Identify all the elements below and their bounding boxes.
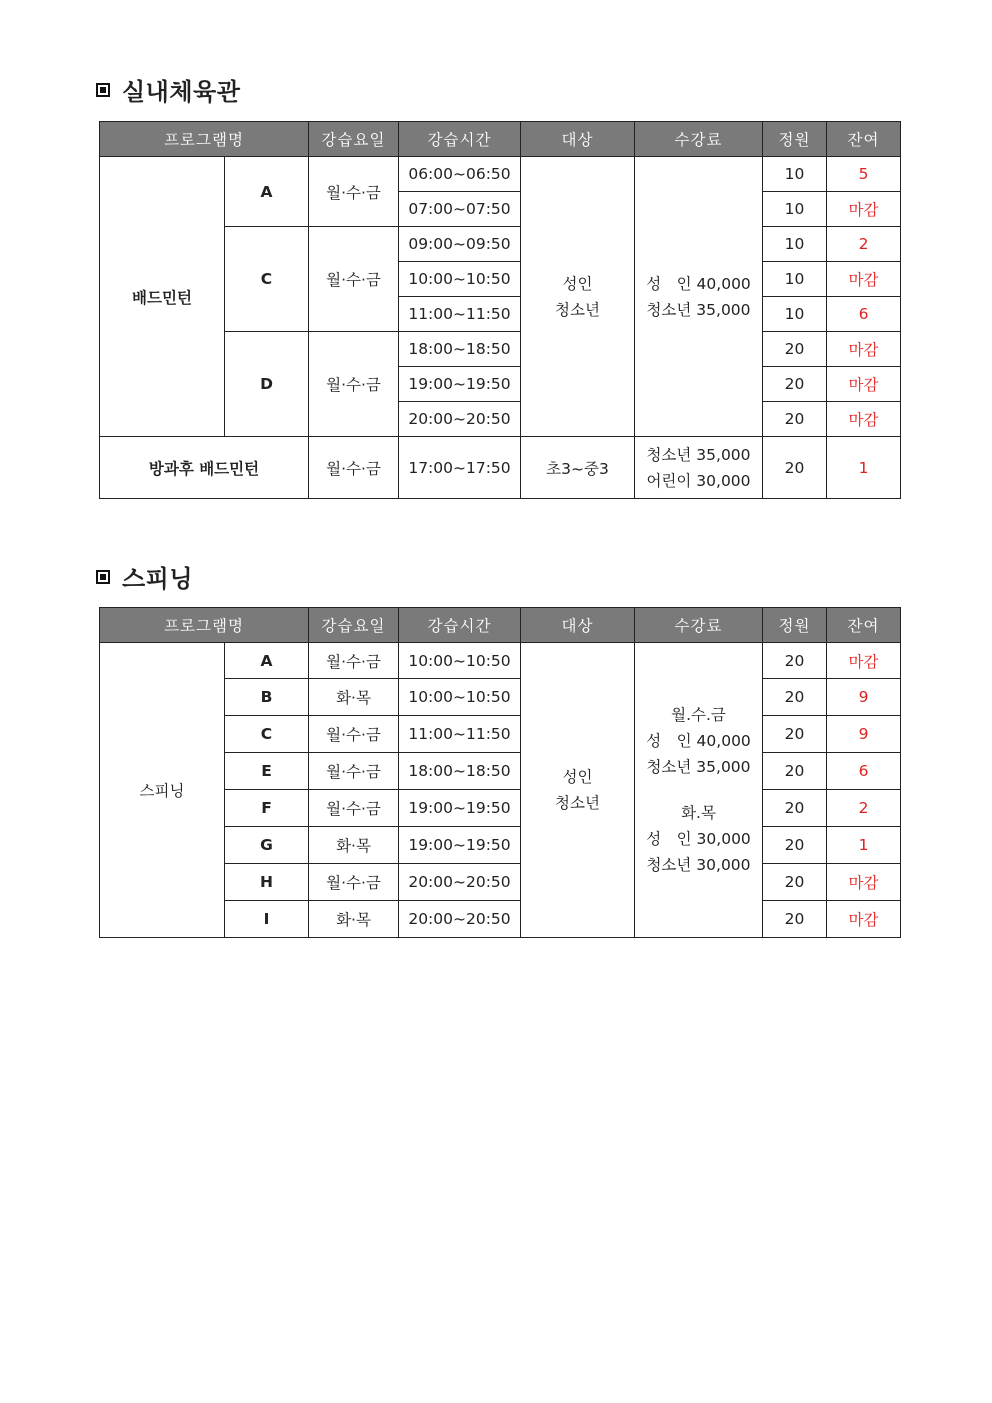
header-capacity: 정원: [763, 122, 827, 157]
section-title-text: 스피닝: [122, 565, 194, 593]
section-title-gym: [96, 72, 240, 107]
fee-line: 성 인 40,000: [646, 274, 751, 293]
program-name: 스피닝: [100, 643, 225, 938]
class-time: 09:00~09:50: [399, 227, 521, 262]
target-line: 성인: [562, 274, 593, 293]
capacity: 20: [763, 827, 827, 864]
fee-line: 화.목: [681, 804, 716, 822]
class-days: 월·수·금: [309, 790, 399, 827]
capacity: 10: [763, 227, 827, 262]
remaining: 2: [827, 227, 901, 262]
group-label: C: [225, 227, 309, 332]
spinning-schedule-table: [99, 607, 901, 938]
afterschool-time: 17:00~17:50: [399, 437, 521, 499]
remaining: 마감: [827, 332, 901, 367]
section-title-text: 실내체육관: [122, 78, 241, 106]
filled-square-icon: [96, 83, 110, 97]
capacity: 10: [763, 192, 827, 227]
capacity: 20: [763, 402, 827, 437]
class-days: 화·목: [309, 679, 399, 716]
fee-line: 월.수.금: [671, 706, 726, 724]
capacity: 20: [763, 367, 827, 402]
capacity: 20: [763, 864, 827, 901]
remaining: 6: [827, 753, 901, 790]
class-time: 19:00~19:50: [399, 790, 521, 827]
capacity: 20: [763, 679, 827, 716]
class-days: 화·목: [309, 901, 399, 938]
class-days: 월·수·금: [309, 716, 399, 753]
header-fee: 수강료: [635, 122, 763, 157]
class-time: 18:00~18:50: [399, 332, 521, 367]
capacity: 10: [763, 262, 827, 297]
class-time: 07:00~07:50: [399, 192, 521, 227]
capacity: 20: [763, 901, 827, 938]
target-cell: [521, 157, 635, 437]
header-capacity: 정원: [763, 608, 827, 643]
fee-cell: [635, 157, 763, 437]
header-target: 대상: [521, 122, 635, 157]
table-header-row: [100, 122, 901, 157]
group-label: D: [225, 332, 309, 437]
target-line: 청소년: [555, 794, 600, 812]
class-label: B: [225, 679, 309, 716]
afterschool-target: 초3~중3: [521, 437, 635, 499]
class-label: G: [225, 827, 309, 864]
remaining: 마감: [827, 402, 901, 437]
class-time: 11:00~11:50: [399, 716, 521, 753]
header-remaining: 잔여: [827, 122, 901, 157]
group-days: 월·수·금: [309, 332, 399, 437]
remaining: 마감: [827, 367, 901, 402]
fee-line: 성 인 40,000: [646, 732, 751, 750]
fee-spacer: [635, 780, 762, 800]
remaining: 9: [827, 716, 901, 753]
class-days: 화·목: [309, 827, 399, 864]
remaining: 6: [827, 297, 901, 332]
capacity: 20: [763, 753, 827, 790]
capacity: 20: [763, 790, 827, 827]
target-line: 청소년: [555, 300, 600, 319]
class-label: A: [225, 643, 309, 679]
afterschool-remaining: 1: [827, 437, 901, 499]
group-days: 월·수·금: [309, 227, 399, 332]
class-time: 20:00~20:50: [399, 402, 521, 437]
afterschool-days: 월·수·금: [309, 437, 399, 499]
remaining: 마감: [827, 643, 901, 679]
class-time: 18:00~18:50: [399, 753, 521, 790]
section-title-spinning: [96, 559, 193, 594]
afterschool-fee: [635, 437, 763, 499]
class-days: 월·수·금: [309, 864, 399, 901]
class-time: 06:00~06:50: [399, 157, 521, 192]
fee-line: 성 인 30,000: [646, 830, 751, 848]
remaining: 5: [827, 157, 901, 192]
table-row: [100, 157, 901, 192]
header-program: 프로그램명: [100, 122, 309, 157]
remaining: 마감: [827, 192, 901, 227]
fee-cell: [635, 643, 763, 938]
program-name: 배드민턴: [100, 157, 225, 437]
target-cell: [521, 643, 635, 938]
header-program: 프로그램명: [100, 608, 309, 643]
class-days: 월·수·금: [309, 753, 399, 790]
remaining: 1: [827, 827, 901, 864]
capacity: 10: [763, 297, 827, 332]
class-time: 19:00~19:50: [399, 827, 521, 864]
fee-line: 청소년 35,000: [646, 445, 751, 464]
remaining: 9: [827, 679, 901, 716]
group-days: 월·수·금: [309, 157, 399, 227]
header-target: 대상: [521, 608, 635, 643]
table-row-afterschool: [100, 437, 901, 499]
class-label: I: [225, 901, 309, 938]
fee-line: 어린이 30,000: [646, 471, 751, 490]
filled-square-icon: [96, 570, 110, 584]
class-time: 20:00~20:50: [399, 864, 521, 901]
class-time: 20:00~20:50: [399, 901, 521, 938]
header-time: 강습시간: [399, 122, 521, 157]
gym-schedule-table: [99, 121, 901, 499]
afterschool-name: 방과후 배드민턴: [100, 437, 309, 499]
header-fee: 수강료: [635, 608, 763, 643]
class-time: 19:00~19:50: [399, 367, 521, 402]
capacity: 10: [763, 157, 827, 192]
class-label: H: [225, 864, 309, 901]
class-label: C: [225, 716, 309, 753]
table-row: [100, 643, 901, 679]
remaining: 2: [827, 790, 901, 827]
class-time: 11:00~11:50: [399, 297, 521, 332]
class-label: E: [225, 753, 309, 790]
remaining: 마감: [827, 262, 901, 297]
capacity: 20: [763, 332, 827, 367]
header-time: 강습시간: [399, 608, 521, 643]
table-header-row: [100, 608, 901, 643]
group-label: A: [225, 157, 309, 227]
remaining: 마감: [827, 864, 901, 901]
class-time: 10:00~10:50: [399, 679, 521, 716]
target-line: 성인: [562, 768, 593, 786]
class-days: 월·수·금: [309, 643, 399, 679]
header-days: 강습요일: [309, 122, 399, 157]
class-time: 10:00~10:50: [399, 643, 521, 679]
fee-line: 청소년 35,000: [646, 300, 751, 319]
header-remaining: 잔여: [827, 608, 901, 643]
header-days: 강습요일: [309, 608, 399, 643]
fee-line: 청소년 30,000: [646, 856, 751, 874]
class-time: 10:00~10:50: [399, 262, 521, 297]
capacity: 20: [763, 716, 827, 753]
afterschool-capacity: 20: [763, 437, 827, 499]
fee-line: 청소년 35,000: [646, 758, 751, 776]
remaining: 마감: [827, 901, 901, 938]
capacity: 20: [763, 643, 827, 679]
class-label: F: [225, 790, 309, 827]
